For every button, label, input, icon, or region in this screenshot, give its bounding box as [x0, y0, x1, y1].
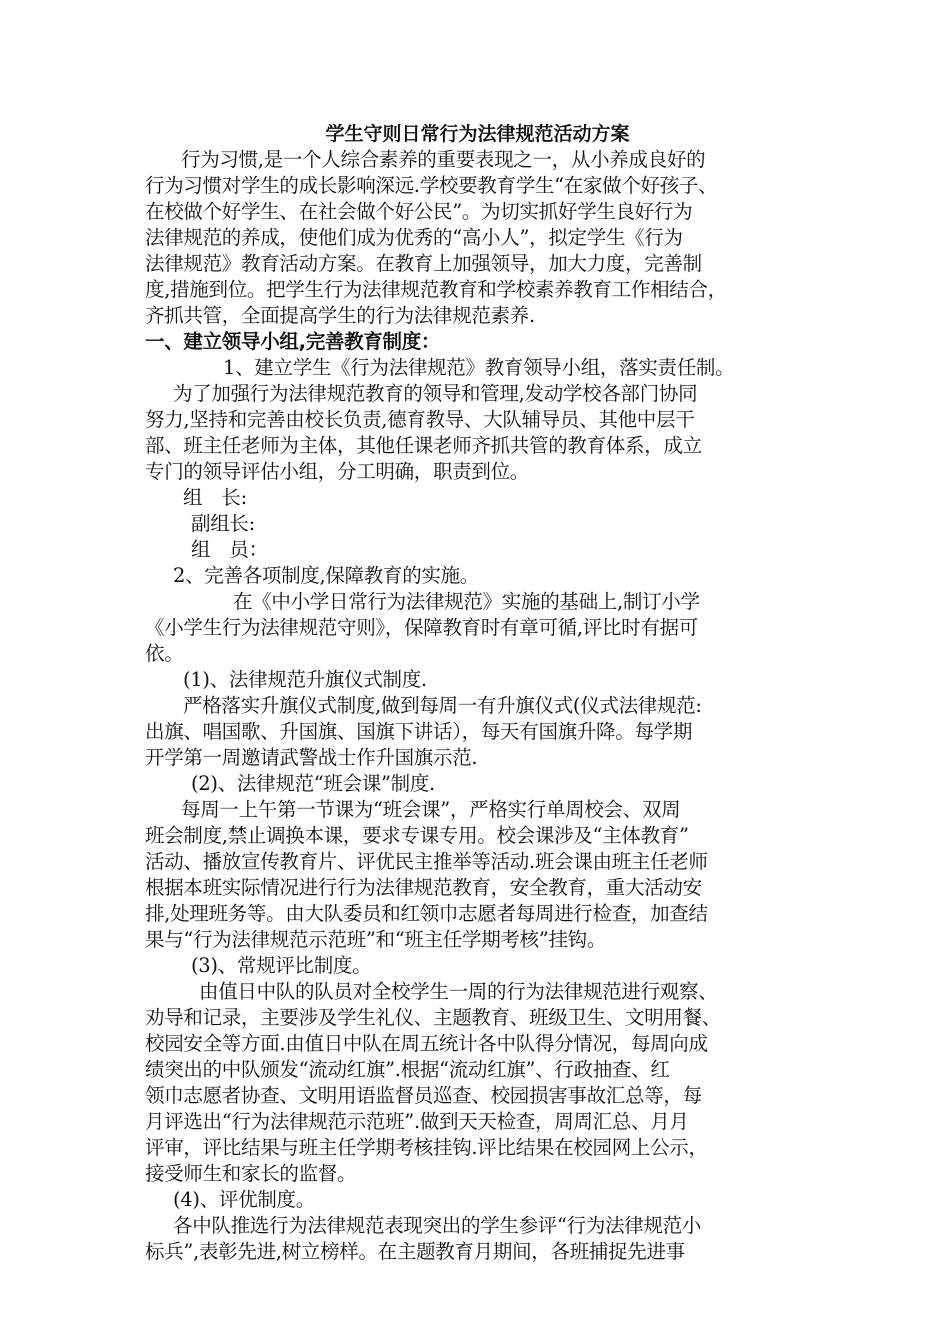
item-title: 2、完善各项制度,保障教育的实施。 [173, 564, 480, 587]
body-line: 由值日中队的队员对全校学生一周的行为法律规范进行观察、 [199, 980, 718, 1003]
body-line: 评审，评比结果与班主任学期考核挂钩.评比结果在校园网上公示， [145, 1136, 708, 1159]
body-line: 《小学生行为法律规范守则》，保障教育时有章可循,评比时有据可 [145, 616, 698, 639]
role-deputy: 副组长: [191, 512, 255, 535]
body-line: 班会制度,禁止调换本课，要求专课专用。校会课涉及“主体教育” [145, 824, 689, 847]
body-line: 领巾志愿者协查、文明用语监督员巡查、校园损害事故汇总等，每 [145, 1084, 702, 1107]
body-line: 根据本班实际情况进行行为法律规范教育，安全教育，重大活动安 [145, 876, 702, 899]
body-line: 绩突出的中队颁发“流动红旗”.根据“流动红旗”、行政抽查、红 [145, 1058, 670, 1081]
body-line: 开学第一周邀请武警战士作升国旗示范. [145, 746, 478, 769]
subsection-body [145, 693, 810, 771]
intro-line: 法律规范》教育活动方案。在教育上加强领导，加大力度，完善制 [145, 252, 702, 275]
body-line: 各中队推选行为法律规范表现突出的学生参评“行为法律规范小 [173, 1214, 702, 1237]
body-line: 接受师生和家长的监督。 [145, 1162, 357, 1185]
subsection-title: (1)、法律规范升旗仪式制度. [183, 668, 427, 691]
section-heading: 一、建立领导小组,完善教育制度： [145, 330, 441, 353]
subsection-title: (2)、法律规范“班会课”制度. [191, 772, 435, 795]
item-body [145, 381, 810, 485]
body-line: 月评选出“行为法律规范示范班”.做到天天检查，周周汇总、月月 [145, 1110, 689, 1133]
body-line: 排,处理班务等。由大队委员和红领巾志愿者每周进行检查，加查结 [145, 902, 708, 925]
document-content [145, 121, 810, 1265]
body-line: 在《中小学日常行为法律规范》实施的基础上,制订小学 [233, 590, 700, 613]
subsection-title: (4)、评优制度。 [173, 1188, 315, 1211]
subsection-body [145, 797, 810, 953]
body-line: 劝导和记录，主要涉及学生礼仪、主题教育、班级卫生、文明用餐、 [145, 1006, 722, 1029]
body-line: 活动、播放宣传教育片、评优民主推举等活动.班会课由班主任老师 [145, 850, 708, 873]
subsection-title: (3)、常规评比制度。 [191, 954, 372, 977]
intro-line: 行为习惯对学生的成长影响深远.学校要教育学生“在家做个好孩子、 [145, 174, 718, 197]
body-line: 校园安全等方面.由值日中队在周五统计各中队得分情况，每周向成 [145, 1032, 708, 1055]
subsection-body [145, 979, 810, 1187]
body-line: 标兵”,表彰先进,树立榜样。在主题教育月期间，各班捕捉先进事 [145, 1240, 685, 1263]
body-line: 严格落实升旗仪式制度,做到每周一有升旗仪式(仪式法律规范: [183, 694, 702, 717]
intro-line: 行为习惯,是一个人综合素养的重要表现之一，从小养成良好的 [181, 148, 706, 171]
item-title: 1、建立学生《行为法律规范》教育领导小组，落实责任制。 [223, 356, 735, 379]
intro-line: 在校做个好学生、在社会做个好公民”。为切实抓好学生良好行为 [145, 200, 693, 223]
role-leader: 组 长: [183, 486, 247, 509]
body-line: 为了加强行为法律规范教育的领导和管理,发动学校各部门协同 [173, 382, 698, 405]
intro-line: 度,措施到位。把学生行为法律规范教育和学校素养教育工作相结合， [145, 278, 727, 301]
intro-line: 法律规范的养成，使他们成为优秀的“高小人”，拟定学生《行为 [145, 226, 683, 249]
body-line: 果与“行为法律规范示范班”和“班主任学期考核”挂钩。 [145, 928, 607, 951]
role-member: 组 员： [191, 538, 268, 561]
document-title: 学生守则日常行为法律规范活动方案 [325, 123, 630, 145]
intro-line: 齐抓共管，全面提高学生的行为法律规范素养. [145, 304, 535, 327]
body-line: 每周一上午第一节课为“班会课”，严格实行单周校会、双周 [181, 798, 681, 821]
body-line: 专门的领导评估小组，分工明确，职责到位。 [145, 460, 530, 483]
item-body [145, 589, 810, 667]
body-line: 部、班主任老师为主体，其他任课老师齐抓共管的教育体系，成立 [145, 434, 702, 457]
body-line: 出旗、唱国歌、升国旗、国旗下讲话），每天有国旗升降。每学期 [145, 720, 693, 743]
intro-paragraph [145, 147, 810, 329]
body-line: 努力,坚持和完善由校长负责,德育教导、大队辅导员、其他中层干 [145, 408, 695, 431]
subsection-body [145, 1213, 810, 1265]
body-line: 依。 [145, 642, 184, 665]
